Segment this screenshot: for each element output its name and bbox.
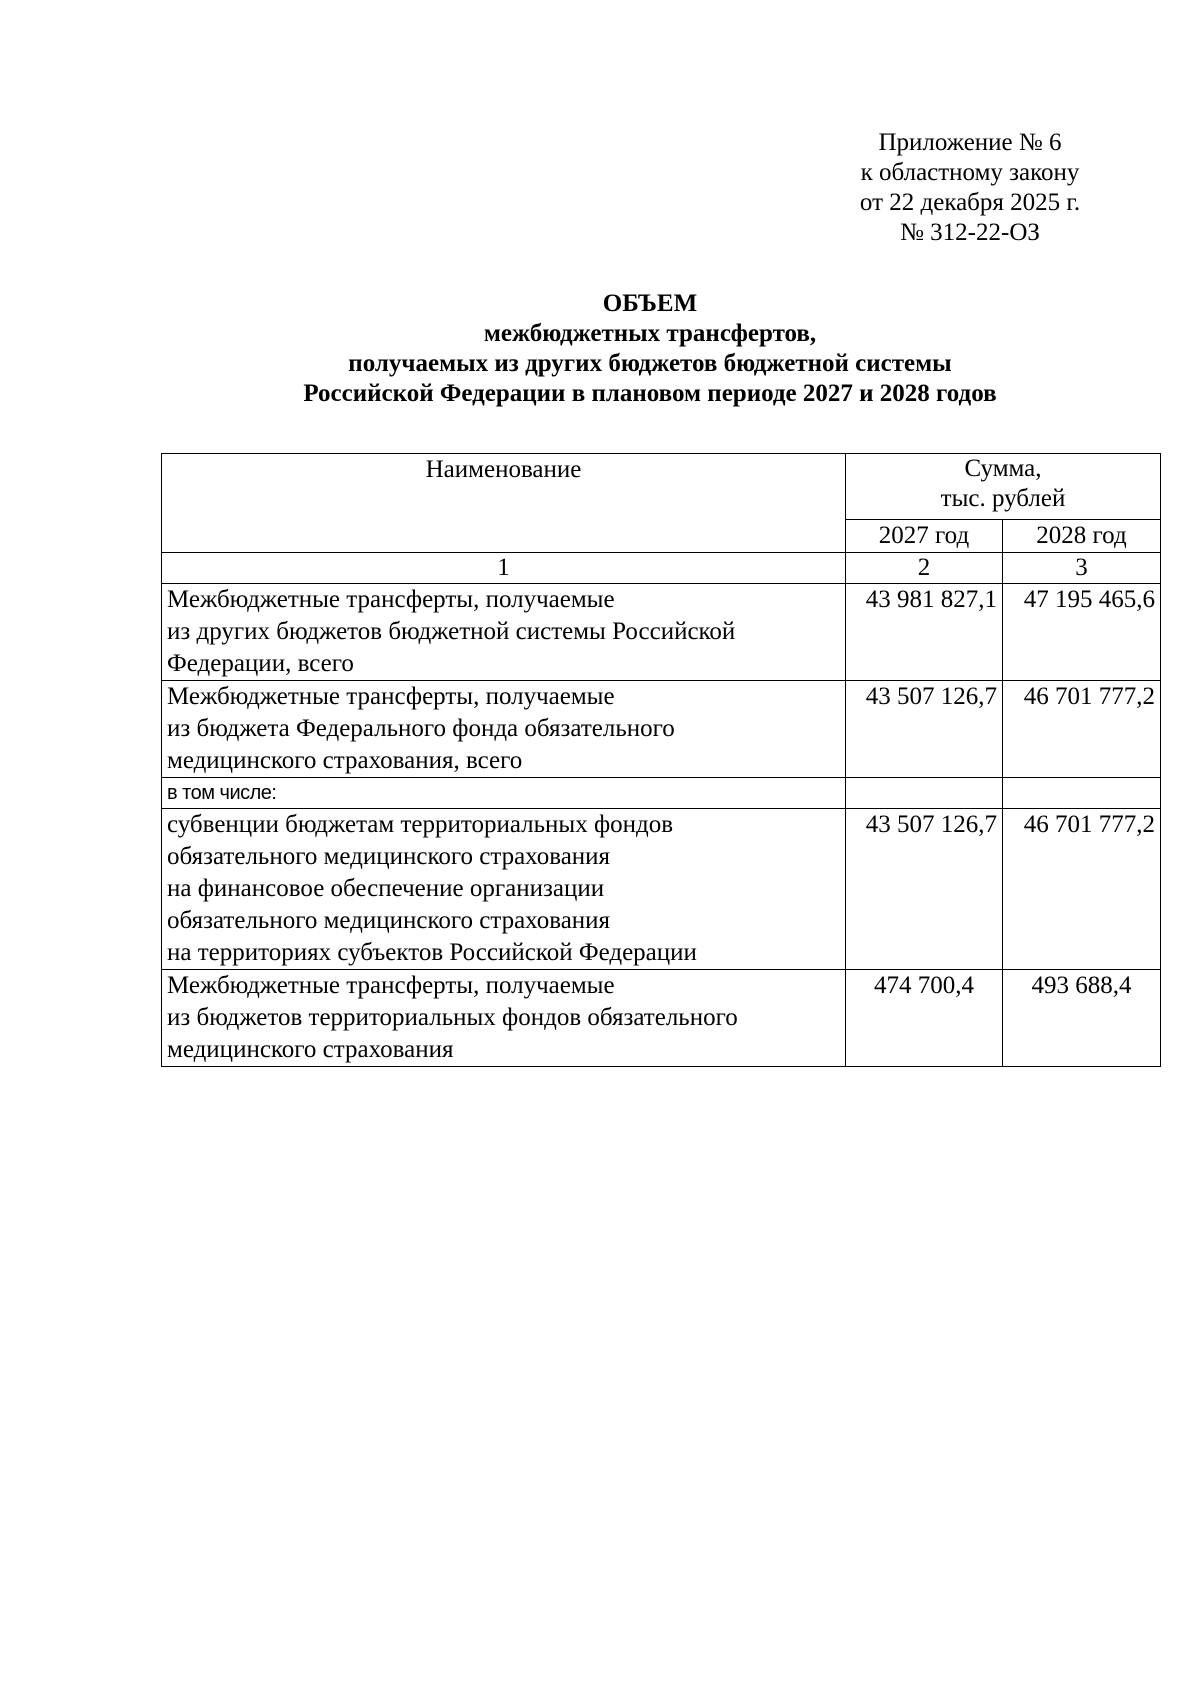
row-name-line: на территориях субъектов Российской Федерации — [167, 939, 697, 966]
column-number: 3 — [1003, 553, 1161, 584]
table-row — [162, 584, 1161, 681]
value-2027: 43 981 827,1 — [846, 584, 1003, 681]
value-2028: 493 688,4 — [1003, 970, 1161, 1067]
appendix-date: от 22 декабря 2025 г. — [859, 189, 1081, 216]
row-name-line: на финансовое обеспечение организации — [167, 875, 605, 902]
header-year-2027: 2027 год — [846, 520, 1003, 553]
empty-cell — [846, 778, 1003, 809]
row-name — [162, 809, 846, 970]
row-name-line: Межбюджетные трансферты, получаемые — [167, 972, 615, 999]
table-row — [162, 809, 1161, 970]
row-name-line: субвенции бюджетам территориальных фондов — [167, 811, 674, 838]
row-name-line: медицинского страхования — [167, 1036, 454, 1063]
column-number-row — [162, 553, 1161, 584]
row-name — [162, 681, 846, 778]
title-line-1: ОБЪЕМ — [602, 290, 698, 317]
value-2027: 43 507 126,7 — [846, 681, 1003, 778]
title-line-4: Российской Федерации в плановом периоде 2027 и 2028 годов — [303, 380, 997, 407]
column-number: 2 — [846, 553, 1003, 584]
value-2028: 46 701 777,2 — [1003, 809, 1161, 970]
row-name — [162, 970, 846, 1067]
row-name-line: из бюджетов территориальных фондов обязательного — [167, 1004, 738, 1031]
appendix-law-ref: к областному закону — [860, 159, 1080, 186]
table-header-row — [162, 454, 1161, 520]
row-name-line: Межбюджетные трансферты, получаемые — [167, 586, 615, 613]
table-row — [162, 970, 1161, 1067]
value-2027: 474 700,4 — [846, 970, 1003, 1067]
row-name-line: медицинского страхования, всего — [167, 747, 523, 774]
title-line-3: получаемых из других бюджетов бюджетной системы — [348, 350, 952, 377]
empty-cell — [1003, 778, 1161, 809]
row-name-line: обязательного медицинского страхования — [167, 843, 611, 870]
header-sum-label: Сумма, — [964, 455, 1042, 482]
appendix-header — [820, 128, 1120, 248]
header-name: Наименование — [162, 454, 846, 553]
transfers-table — [161, 453, 1161, 1067]
appendix-law-number: № 312-22-ОЗ — [900, 219, 1040, 246]
row-name-line: из бюджета Федерального фонда обязательного — [167, 715, 675, 742]
row-name-line: из других бюджетов бюджетной системы Российской — [167, 618, 736, 645]
row-name — [162, 584, 846, 681]
row-name-including: в том числе: — [162, 778, 846, 809]
column-number: 1 — [162, 553, 846, 584]
title-line-2: межбюджетных трансфертов, — [483, 320, 817, 347]
table-row — [162, 778, 1161, 809]
row-name-line: Федерации, всего — [167, 650, 354, 677]
header-sum-unit: тыс. рублей — [940, 485, 1066, 512]
appendix-number: Приложение № 6 — [878, 129, 1062, 156]
row-name-line: Межбюджетные трансферты, получаемые — [167, 683, 615, 710]
value-2028: 47 195 465,6 — [1003, 584, 1161, 681]
value-2028: 46 701 777,2 — [1003, 681, 1161, 778]
header-sum — [846, 454, 1161, 520]
document-title — [150, 289, 1150, 409]
value-2027: 43 507 126,7 — [846, 809, 1003, 970]
row-name-line: обязательного медицинского страхования — [167, 907, 611, 934]
header-year-2028: 2028 год — [1003, 520, 1161, 553]
table-row — [162, 681, 1161, 778]
